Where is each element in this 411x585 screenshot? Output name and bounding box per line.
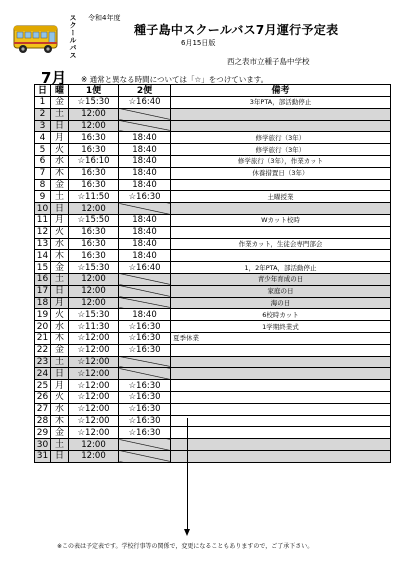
bus2-time-cell: ☆16:40: [119, 97, 171, 109]
weekday-cell: 木: [51, 415, 69, 427]
day-cell: 28: [35, 415, 51, 427]
day-cell: 22: [35, 344, 51, 356]
bus2-time-cell: 18:40: [119, 238, 171, 250]
note-cell: [171, 120, 391, 132]
weekday-cell: 水: [51, 155, 69, 167]
day-cell: 30: [35, 439, 51, 451]
weekday-cell: 月: [51, 132, 69, 144]
day-cell: 3: [35, 120, 51, 132]
note-cell: 修学旅行（3年）: [171, 132, 391, 144]
weekday-cell: 火: [51, 226, 69, 238]
day-cell: 9: [35, 191, 51, 203]
note-cell: [171, 427, 391, 439]
bus2-time-cell: ☆16:30: [119, 415, 171, 427]
note-cell: 家庭の日: [171, 285, 391, 297]
table-row: [35, 415, 391, 427]
note-cell: 3年PTA，部活動停止: [171, 97, 391, 109]
note-cell: [171, 344, 391, 356]
bus1-time-cell: ☆12:00: [69, 356, 119, 368]
era-year: 令和4年度: [88, 14, 121, 22]
table-row: [35, 380, 391, 392]
bus2-time-cell: [119, 450, 171, 462]
day-cell: 15: [35, 262, 51, 274]
weekday-cell: 木: [51, 332, 69, 344]
note-cell: 6校時カット: [171, 309, 391, 321]
note-cell: [171, 403, 391, 415]
bus2-time-cell: [119, 285, 171, 297]
weekday-cell: 金: [51, 427, 69, 439]
bus1-time-cell: ☆15:30: [69, 309, 119, 321]
bus2-time-cell: 18:40: [119, 155, 171, 167]
vacation-span-line: [187, 418, 188, 530]
header-day: 日: [35, 85, 51, 97]
weekday-cell: 土: [51, 273, 69, 285]
bus1-time-cell: 16:30: [69, 132, 119, 144]
note-cell: [171, 250, 391, 262]
bus2-time-cell: ☆16:40: [119, 262, 171, 274]
bus1-time-cell: 12:00: [69, 297, 119, 309]
weekday-cell: 土: [51, 356, 69, 368]
table-row: [35, 439, 391, 451]
bus2-time-cell: 18:40: [119, 214, 171, 226]
day-cell: 20: [35, 321, 51, 333]
vacation-arrow-icon: [184, 529, 190, 536]
weekday-cell: 土: [51, 191, 69, 203]
weekday-cell: 月: [51, 380, 69, 392]
bus1-time-cell: ☆11:50: [69, 191, 119, 203]
bus1-time-cell: ☆12:00: [69, 368, 119, 380]
bus1-time-cell: 12:00: [69, 439, 119, 451]
table-row: [35, 250, 391, 262]
bus2-time-cell: [119, 297, 171, 309]
schedule-table: [34, 84, 391, 463]
bus2-time-cell: 18:40: [119, 250, 171, 262]
bus1-time-cell: ☆15:30: [69, 262, 119, 274]
day-cell: 6: [35, 155, 51, 167]
weekday-cell: 日: [51, 368, 69, 380]
bus1-time-cell: ☆12:00: [69, 344, 119, 356]
bus2-time-cell: ☆16:30: [119, 321, 171, 333]
table-row: [35, 427, 391, 439]
table-row: [35, 368, 391, 380]
bus2-time-cell: ☆16:30: [119, 332, 171, 344]
table-row: [35, 155, 391, 167]
note-cell: 1，2年PTA，部活動停止: [171, 262, 391, 274]
table-row: [35, 238, 391, 250]
day-cell: 27: [35, 403, 51, 415]
day-cell: 10: [35, 203, 51, 215]
bus1-time-cell: 16:30: [69, 226, 119, 238]
bus1-time-cell: 12:00: [69, 285, 119, 297]
weekday-cell: 火: [51, 391, 69, 403]
vertical-school-bus-label: スクールバス: [69, 14, 77, 59]
bus2-time-cell: 18:40: [119, 179, 171, 191]
table-row: [35, 144, 391, 156]
day-cell: 18: [35, 297, 51, 309]
note-cell: 修学旅行（3年），作業カット: [171, 155, 391, 167]
weekday-cell: 水: [51, 403, 69, 415]
month-label: 7月: [41, 69, 67, 87]
weekday-cell: 金: [51, 344, 69, 356]
table-row: [35, 167, 391, 179]
table-row: [35, 132, 391, 144]
weekday-cell: 金: [51, 262, 69, 274]
day-cell: 19: [35, 309, 51, 321]
bus2-time-cell: 18:40: [119, 226, 171, 238]
weekday-cell: 日: [51, 285, 69, 297]
bus1-time-cell: ☆15:30: [69, 97, 119, 109]
bus2-time-cell: ☆16:30: [119, 380, 171, 392]
bus1-time-cell: 16:30: [69, 250, 119, 262]
day-cell: 8: [35, 179, 51, 191]
weekday-cell: 土: [51, 108, 69, 120]
table-row: [35, 214, 391, 226]
bus2-time-cell: [119, 203, 171, 215]
weekday-cell: 日: [51, 203, 69, 215]
bus2-time-cell: [119, 356, 171, 368]
table-row: [35, 450, 391, 462]
bus2-time-cell: ☆16:30: [119, 403, 171, 415]
bus1-time-cell: 16:30: [69, 167, 119, 179]
bus1-time-cell: 12:00: [69, 108, 119, 120]
day-cell: 2: [35, 108, 51, 120]
weekday-cell: 金: [51, 97, 69, 109]
bus2-time-cell: [119, 273, 171, 285]
bus1-time-cell: 16:30: [69, 179, 119, 191]
day-cell: 1: [35, 97, 51, 109]
day-cell: 23: [35, 356, 51, 368]
bus1-time-cell: ☆12:00: [69, 332, 119, 344]
note-cell: [171, 108, 391, 120]
note-cell: 海の日: [171, 297, 391, 309]
table-row: [35, 262, 391, 274]
header-bus2: 2便: [119, 85, 171, 97]
day-cell: 5: [35, 144, 51, 156]
day-cell: 29: [35, 427, 51, 439]
bus2-time-cell: [119, 368, 171, 380]
bus1-time-cell: ☆12:00: [69, 403, 119, 415]
note-cell: 夏季休業: [171, 332, 391, 344]
weekday-cell: 日: [51, 120, 69, 132]
page-title: 種子島中スクールバス7月運行予定表: [134, 23, 339, 37]
table-row: [35, 120, 391, 132]
day-cell: 21: [35, 332, 51, 344]
weekday-cell: 土: [51, 439, 69, 451]
bus1-time-cell: 12:00: [69, 120, 119, 132]
note-cell: 青少年育成の日: [171, 273, 391, 285]
issued-date: 6月15日版: [181, 39, 216, 47]
table-row: [35, 273, 391, 285]
note-cell: 修学旅行（3年）: [171, 144, 391, 156]
bus2-time-cell: 18:40: [119, 132, 171, 144]
day-cell: 11: [35, 214, 51, 226]
day-cell: 12: [35, 226, 51, 238]
star-note: ※ 通常と異なる時間については「☆」をつけています。: [81, 75, 269, 84]
table-row: [35, 191, 391, 203]
note-cell: [171, 391, 391, 403]
table-row: [35, 203, 391, 215]
note-cell: Wカット校時: [171, 214, 391, 226]
weekday-cell: 水: [51, 321, 69, 333]
header-bus1: 1便: [69, 85, 119, 97]
table-row: [35, 179, 391, 191]
day-cell: 7: [35, 167, 51, 179]
table-row: [35, 332, 391, 344]
school-bus-icon: [13, 23, 59, 55]
note-cell: 作業カット，生徒会専門部会: [171, 238, 391, 250]
table-row: [35, 297, 391, 309]
table-row: [35, 391, 391, 403]
table-row: [35, 403, 391, 415]
bus1-time-cell: ☆12:00: [69, 391, 119, 403]
note-cell: [171, 356, 391, 368]
table-row: [35, 226, 391, 238]
note-cell: 土曜授業: [171, 191, 391, 203]
weekday-cell: 金: [51, 179, 69, 191]
note-cell: [171, 368, 391, 380]
weekday-cell: 日: [51, 450, 69, 462]
bus2-time-cell: 18:40: [119, 167, 171, 179]
bus2-time-cell: ☆16:30: [119, 427, 171, 439]
day-cell: 26: [35, 391, 51, 403]
bus2-time-cell: 18:40: [119, 144, 171, 156]
day-cell: 31: [35, 450, 51, 462]
bus2-time-cell: 18:40: [119, 309, 171, 321]
day-cell: 17: [35, 285, 51, 297]
note-cell: [171, 380, 391, 392]
bus1-time-cell: ☆15:50: [69, 214, 119, 226]
bus2-time-cell: ☆16:30: [119, 344, 171, 356]
weekday-cell: 月: [51, 214, 69, 226]
day-cell: 4: [35, 132, 51, 144]
table-row: [35, 108, 391, 120]
day-cell: 25: [35, 380, 51, 392]
weekday-cell: 火: [51, 144, 69, 156]
table-row: [35, 97, 391, 109]
bus1-time-cell: 16:30: [69, 238, 119, 250]
note-cell: [171, 450, 391, 462]
bus1-time-cell: ☆12:00: [69, 380, 119, 392]
weekday-cell: 火: [51, 309, 69, 321]
bus2-time-cell: ☆16:30: [119, 391, 171, 403]
note-cell: [171, 415, 391, 427]
note-cell: [171, 226, 391, 238]
day-cell: 13: [35, 238, 51, 250]
bus2-time-cell: [119, 108, 171, 120]
table-row: [35, 344, 391, 356]
table-header-row: [35, 85, 391, 97]
header-weekday: 曜: [51, 85, 69, 97]
school-name: 西之表市立種子島中学校: [227, 57, 310, 66]
bus2-time-cell: ☆16:30: [119, 191, 171, 203]
bus1-time-cell: ☆12:00: [69, 427, 119, 439]
table-row: [35, 321, 391, 333]
day-cell: 24: [35, 368, 51, 380]
bus1-time-cell: 16:30: [69, 144, 119, 156]
bus2-time-cell: [119, 120, 171, 132]
bus1-time-cell: 12:00: [69, 273, 119, 285]
bus2-time-cell: [119, 439, 171, 451]
weekday-cell: 木: [51, 250, 69, 262]
table-row: [35, 309, 391, 321]
note-cell: [171, 179, 391, 191]
bus1-time-cell: 12:00: [69, 203, 119, 215]
note-cell: [171, 203, 391, 215]
note-cell: [171, 439, 391, 451]
weekday-cell: 水: [51, 238, 69, 250]
note-cell: 休養措置日（3年）: [171, 167, 391, 179]
header-note: 備考: [171, 85, 391, 97]
bus1-time-cell: 12:00: [69, 450, 119, 462]
table-row: [35, 356, 391, 368]
day-cell: 16: [35, 273, 51, 285]
weekday-cell: 月: [51, 297, 69, 309]
day-cell: 14: [35, 250, 51, 262]
bus1-time-cell: ☆12:00: [69, 415, 119, 427]
table-row: [35, 285, 391, 297]
bus1-time-cell: ☆11:30: [69, 321, 119, 333]
footer-note: ※この表は予定表です。学校行事等の関係で，変更になることもありますので，ご了承下さい。: [57, 543, 314, 550]
bus1-time-cell: ☆16:10: [69, 155, 119, 167]
weekday-cell: 木: [51, 167, 69, 179]
note-cell: 1学期終業式: [171, 321, 391, 333]
